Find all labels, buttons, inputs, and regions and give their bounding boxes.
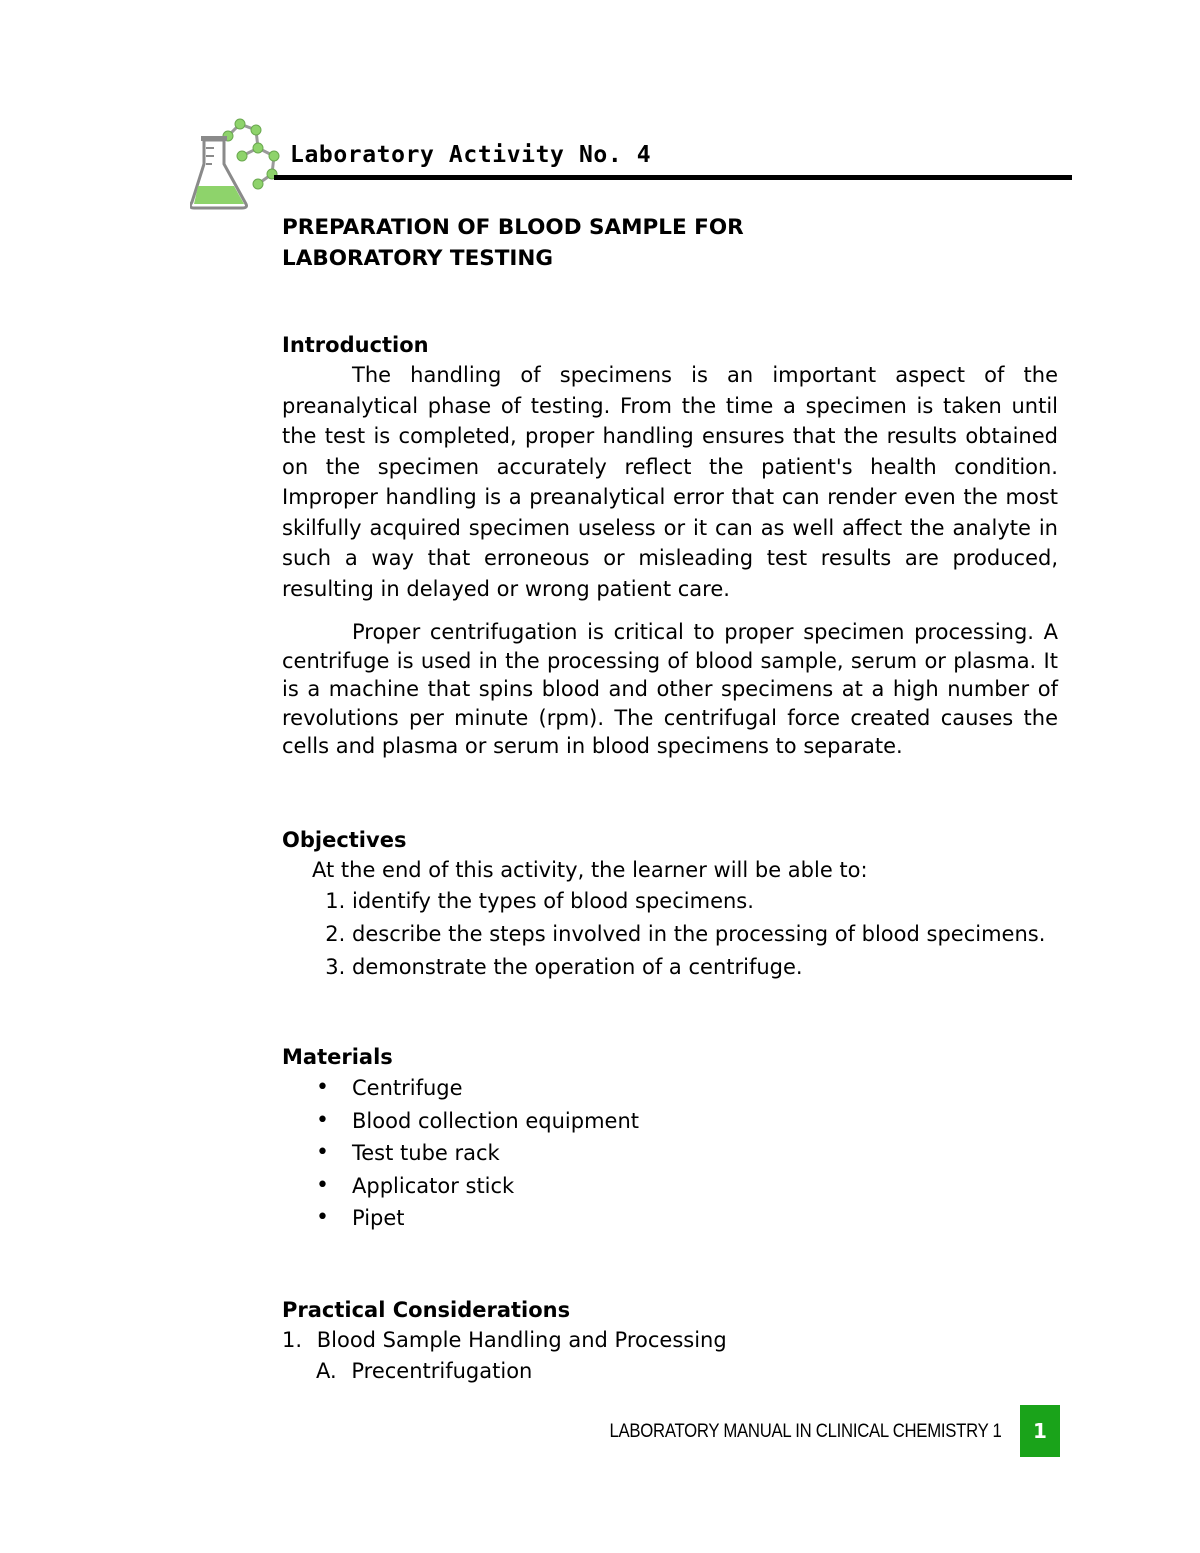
list-item: • Blood collection equipment	[352, 1105, 1058, 1138]
objectives-list	[282, 885, 1058, 984]
list-item: • Applicator stick	[352, 1170, 1058, 1203]
document-body	[282, 212, 1058, 1387]
page-footer	[609, 1405, 1060, 1457]
document-title-line2: LABORATORY TESTING	[282, 246, 554, 271]
objectives-heading: Objectives	[282, 827, 407, 852]
list-item: 3. demonstrate the operation of a centrifuge.	[352, 951, 1058, 984]
footer-manual-title: LABORATORY MANUAL IN CLINICAL CHEMISTRY 1	[609, 1421, 1002, 1442]
activity-title: Laboratory Activity No. 4	[290, 142, 652, 168]
introduction-heading: Introduction	[282, 333, 429, 357]
document-title	[282, 212, 1058, 274]
introduction-paragraph-2: Proper centrifugation is critical to proper specimen processing. A centrifuge is used in the processing of blood sample, serum or plasma. It is a machine that spins blood and other specimens at a high number of revolutions per minute (rpm). The centrifugal force created causes the cells and plasma or serum in blood specimens to separate.	[282, 620, 1058, 758]
list-item: 1. identify the types of blood specimens.	[352, 885, 1058, 918]
materials-heading: Materials	[282, 1045, 393, 1069]
list-item: 2. describe the steps involved in the processing of blood specimens.	[352, 918, 1058, 951]
objectives-intro: At the end of this activity, the learner will be able to:	[312, 857, 868, 882]
sub-list-letter: A.	[316, 1358, 337, 1383]
list-item: • Pipet	[352, 1202, 1058, 1235]
page-header	[190, 112, 1072, 212]
flask-molecule-icon	[190, 112, 286, 212]
practical-considerations-heading: Practical Considerations	[282, 1297, 571, 1322]
list-item-text: Blood Sample Handling and Processing	[316, 1327, 727, 1352]
list-number: 1.	[282, 1327, 303, 1352]
document-title-line1: PREPARATION OF BLOOD SAMPLE FOR	[282, 215, 744, 240]
list-item: • Test tube rack	[352, 1137, 1058, 1170]
header-divider	[274, 175, 1072, 180]
practical-list-item	[282, 1325, 1058, 1356]
page-number-badge: 1	[1020, 1405, 1060, 1457]
list-item: • Centrifuge	[352, 1072, 1058, 1105]
practical-sub-item	[282, 1356, 1058, 1387]
introduction-paragraph-1: The handling of specimens is an important aspect of the preanalytical phase of testing. From the time a specimen is taken until the test is completed, proper handling ensures that the results obtained on the specimen accurately reflect the patient's health condition. Improper handling is a preanalytical error that can render even the most skilfully acquired specimen useless or it can as well affect the analyte in such a way that erroneous or misleading test results are produced, resulting in delayed or wrong patient care.	[282, 363, 1058, 601]
materials-list	[282, 1072, 1058, 1235]
sub-list-text: Precentrifugation	[351, 1358, 533, 1383]
